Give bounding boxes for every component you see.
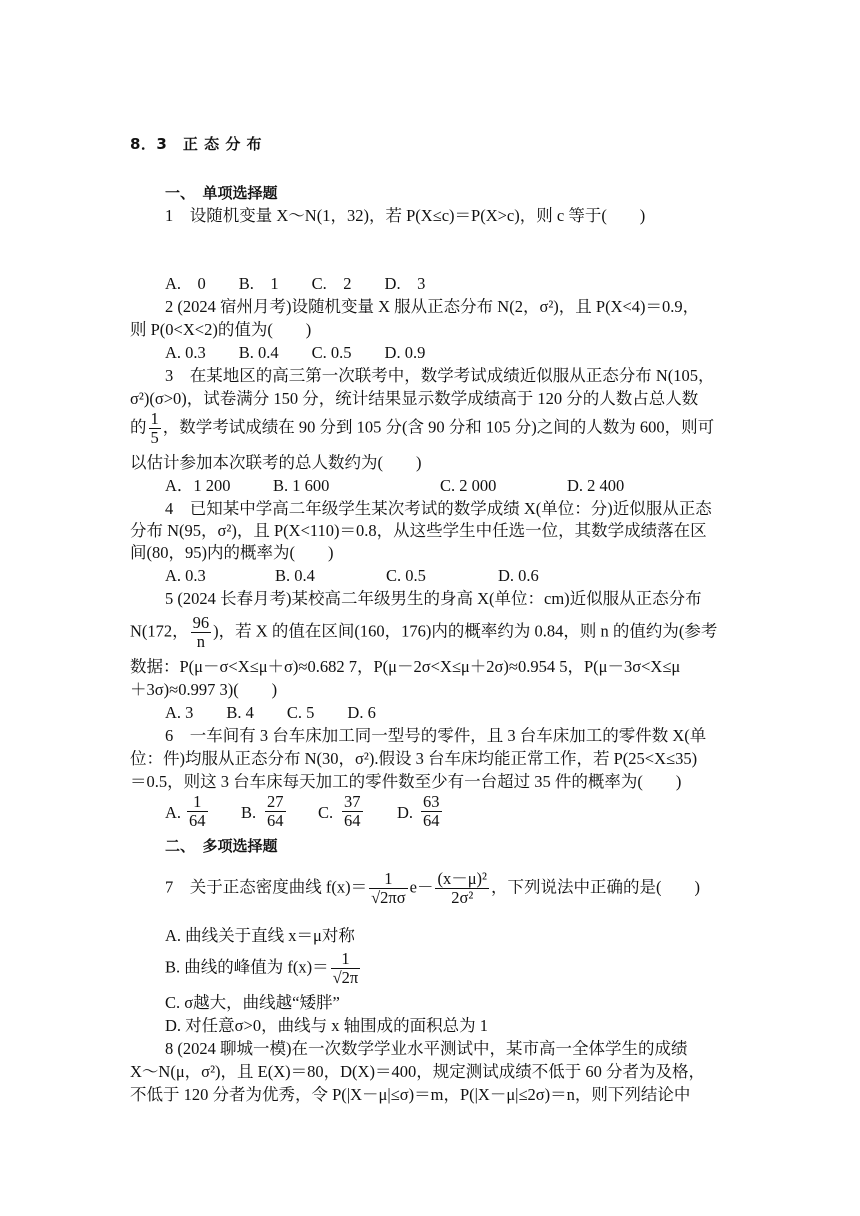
- option-a-fraction: [187, 793, 208, 830]
- question-2-line2: 则 P(0<X<2)的值为( ): [130, 320, 312, 339]
- fraction-denominator: √2πσ: [371, 888, 406, 907]
- question-1-options: A. 0 B. 1 C. 2 D. 3: [165, 274, 426, 293]
- fraction-numerator: 37: [344, 792, 361, 811]
- option-d: D. 0.6: [498, 566, 539, 585]
- question-5-options: A. 3 B. 4 C. 5 D. 6: [165, 703, 376, 722]
- fraction-denominator: 64: [423, 811, 440, 830]
- option-b-prefix: B. 曲线的峰值为 f(x)＝: [165, 957, 329, 977]
- fraction-numerator: 1: [187, 793, 208, 812]
- fraction-96-over-n: [191, 614, 212, 651]
- page-title: 8．3 正 态 分 布: [130, 135, 263, 153]
- question-8-line2: X～N(μ，σ²)，且 E(X)＝80，D(X)＝400，规定测试成绩不低于 60 分者为及格，: [130, 1062, 705, 1081]
- fraction-numerator: 96: [192, 613, 210, 632]
- fraction-numerator: 1: [150, 409, 159, 428]
- option-b: B. 1 600: [273, 476, 330, 495]
- question-1-stem: 1 设随机变量 X～N(1，32)，若 P(X≤c)＝P(X>c)，则 c 等于( ): [165, 206, 646, 225]
- question-5-line4: ＋3σ)≈0.997 3)( ): [130, 680, 278, 699]
- fraction-numerator: 63: [423, 792, 440, 811]
- option-d-label: D.: [397, 803, 414, 822]
- question-4-line1: 4 已知某中学高二年级学生某次考试的数学成绩 X(单位：分)近似服从正态: [165, 499, 712, 518]
- fraction-numerator: 1: [331, 950, 361, 969]
- option-b-fraction: [265, 793, 286, 830]
- question-7-option-d: D. 对任意σ>0，曲线与 x 轴围成的面积总为 1: [165, 1016, 488, 1035]
- question-3-line1: 3 在某地区的高三第一次联考中，数学考试成绩近似服从正态分布 N(105，: [165, 366, 715, 385]
- option-a: A. 0.3: [165, 566, 206, 585]
- density-coefficient-fraction: [369, 870, 408, 907]
- question-6-line1: 6 一车间有 3 台车床加工同一型号的零件，且 3 台车床加工的零件数 X(单: [165, 726, 707, 745]
- question-8-line1: 8 (2024 聊城一模)在一次数学学业水平测试中，某市高一全体学生的成绩: [165, 1039, 688, 1058]
- fraction-numerator: 27: [267, 792, 284, 811]
- fraction-denominator: 2σ²: [451, 888, 474, 907]
- question-6-line3: ＝0.5，则这 3 台车床每天加工的零件数至少有一台超过 35 件的概率为( ): [130, 772, 682, 791]
- fraction-denominator: n: [196, 632, 206, 651]
- question-3-line3-suffix: ，数学考试成绩在 90 分到 105 分(含 90 分和 105 分)之间的人数为 600，则可: [162, 417, 715, 437]
- question-7-option-c: C. σ越大，曲线越“矮胖”: [165, 993, 340, 1012]
- question-7-exp-base: e－: [409, 877, 434, 897]
- question-2-options: A. 0.3 B. 0.4 C. 0.5 D. 0.9: [165, 343, 426, 362]
- question-4-line2: 分布 N(95，σ²)，且 P(X<110)＝0.8，从这些学生中任选一位，其数学成绩落在区: [130, 521, 707, 540]
- fraction-one-fifth: [149, 410, 161, 447]
- fraction-denominator: 64: [267, 811, 284, 830]
- option-a: A．1 200: [165, 476, 231, 495]
- question-2-line1: 2 (2024 宿州月考)设随机变量 X 服从正态分布 N(2，σ²)，且 P(X<4)＝0.9，: [165, 297, 700, 316]
- option-a-label: A.: [165, 803, 182, 822]
- question-8-line3: 不低于 120 分者为优秀，令 P(|X－μ|≤σ)＝m，P(|X－μ|≤2σ)＝n，则下列结论中: [130, 1085, 691, 1104]
- question-6-line2: 位：件)均服从正态分布 N(30，σ²).假设 3 台车床均能正常工作，若 P(25<X≤35): [130, 749, 698, 768]
- question-7-stem: [165, 870, 765, 907]
- question-5-line1: 5 (2024 长春月考)某校高二年级男生的身高 X(单位：cm)近似服从正态分布: [165, 589, 702, 608]
- option-c: C. 0.5: [386, 566, 426, 585]
- question-3-line2: σ²)(σ>0)，试卷满分 150 分，统计结果显示数学成绩高于 120 分的人数占总人数: [130, 389, 699, 408]
- option-b: B. 0.4: [275, 566, 315, 585]
- peak-value-fraction: [331, 950, 361, 987]
- question-5-line2: [130, 614, 730, 651]
- fraction-denominator: 5: [150, 428, 159, 447]
- fraction-denominator: 64: [189, 811, 206, 830]
- option-b-label: B.: [241, 803, 257, 822]
- question-3-line3-prefix: 的: [130, 417, 147, 437]
- section-heading-multiple-choice: 二、 多项选择题: [165, 837, 278, 855]
- question-4-line3: 间(80，95)内的概率为( ): [130, 543, 334, 562]
- question-7-option-a: A. 曲线关于直线 x＝μ对称: [165, 926, 355, 945]
- question-3-line4: 以估计参加本次联考的总人数约为( ): [130, 453, 422, 472]
- question-7-option-b: [165, 950, 765, 987]
- option-c-label: C.: [318, 803, 334, 822]
- question-7-stem-suffix: ，下列说法中正确的是( ): [491, 877, 701, 897]
- option-c: C. 2 000: [440, 476, 497, 495]
- section-heading-single-choice: 一、 单项选择题: [165, 184, 278, 202]
- fraction-numerator: 1: [369, 870, 408, 889]
- question-7-stem-prefix: 7 关于正态密度曲线 f(x)＝: [165, 877, 368, 897]
- question-5-line3: 数据：P(μ－σ<X≤μ＋σ)≈0.682 7，P(μ－2σ<X≤μ＋2σ)≈0.954 5，P(μ－3σ<X≤μ: [130, 657, 681, 676]
- question-5-line2-prefix: N(172，: [130, 621, 189, 641]
- question-3-line3: [130, 410, 730, 447]
- question-5-line2-suffix: )，若 X 的值在区间(160，176)内的概率约为 0.84，则 n 的值约为(参考: [213, 621, 718, 641]
- option-c-fraction: [342, 793, 363, 830]
- option-d: D. 2 400: [567, 476, 625, 495]
- option-d-fraction: [421, 793, 442, 830]
- fraction-numerator: (x－μ)²: [437, 869, 488, 888]
- fraction-denominator: √2π: [332, 968, 359, 987]
- fraction-denominator: 64: [344, 811, 361, 830]
- exponent-fraction: [435, 870, 489, 907]
